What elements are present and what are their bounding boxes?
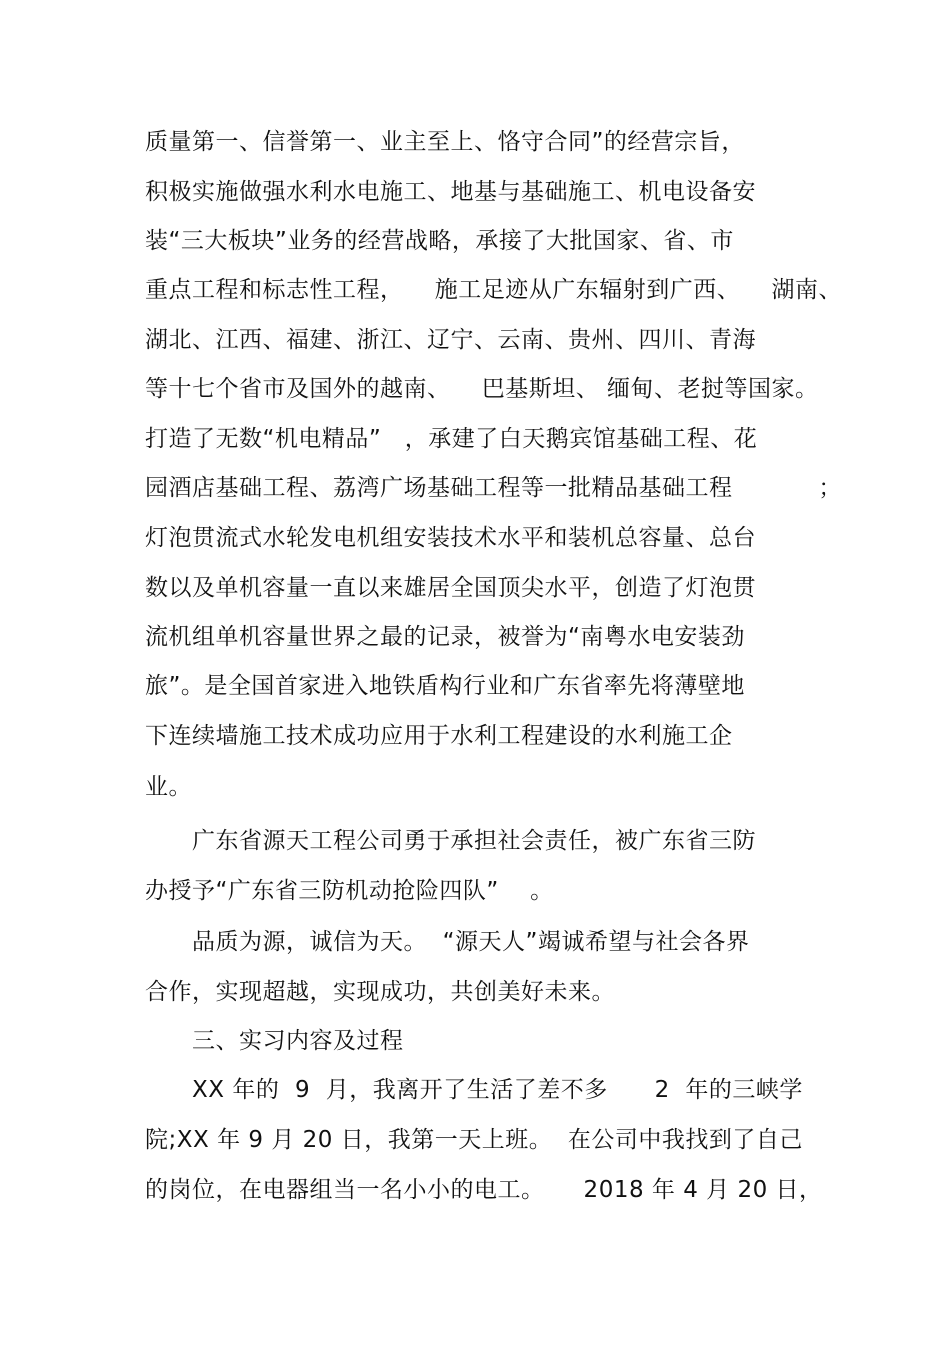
text-line: 的岗位，在电器组当一名小小的电工。 2018 年 4 月 20 日，: [145, 1177, 823, 1203]
paragraph-first-line: 品质为源，诚信为天。 “源天人”竭诚希望与社会各界: [192, 929, 750, 955]
text-line: 流机组单机容量世界之最的记录，被誉为“南粤水电安装劲: [145, 624, 745, 650]
text-line: 业。: [145, 774, 192, 800]
text-line: 等十七个省市及国外的越南、 巴基斯坦、 缅甸、老挝等国家。: [145, 376, 819, 402]
text-line: 质量第一、信誉第一、业主至上、恪守合同”的经营宗旨，: [145, 129, 745, 155]
text-line: 院;XX 年 9 月 20 日，我第一天上班。 在公司中我找到了自己: [145, 1127, 803, 1153]
text-line: 数以及单机容量一直以来雄居全国顶尖水平，创造了灯泡贯: [145, 575, 756, 601]
text-line: 下连续墙施工技术成功应用于水利工程建设的水利施工企: [145, 723, 733, 749]
paragraph-first-line: 广东省源天工程公司勇于承担社会责任，被广东省三防: [192, 828, 756, 854]
section-heading: 三、实习内容及过程: [192, 1028, 404, 1054]
text-line: 合作，实现超越，实现成功，共创美好未来。: [145, 979, 615, 1005]
text-line: 灯泡贯流式水轮发电机组安装技术水平和装机总容量、总台: [145, 525, 756, 551]
text-line: 积极实施做强水利水电施工、地基与基础施工、机电设备安: [145, 179, 756, 205]
text-line: 园酒店基础工程、荔湾广场基础工程等一批精品基础工程 ；: [145, 475, 842, 501]
text-line: 打造了无数“机电精品” ，承建了白天鹅宾馆基础工程、花: [145, 426, 758, 452]
text-line: 重点工程和标志性工程， 施工足迹从广东辐射到广西、 湖南、: [145, 277, 842, 303]
text-line: 办授予“广东省三防机动抢险四队” 。: [145, 878, 554, 904]
paragraph-first-line: XX 年的 9 月，我离开了生活了差不多 2 年的三峡学: [192, 1077, 803, 1103]
text-line: 湖北、江西、福建、浙江、辽宁、云南、贵州、四川、青海: [145, 327, 756, 353]
text-line: 装“三大板块”业务的经营战略，承接了大批国家、省、市: [145, 228, 734, 254]
text-line: 旅”。是全国首家进入地铁盾构行业和广东省率先将薄壁地: [145, 673, 745, 699]
